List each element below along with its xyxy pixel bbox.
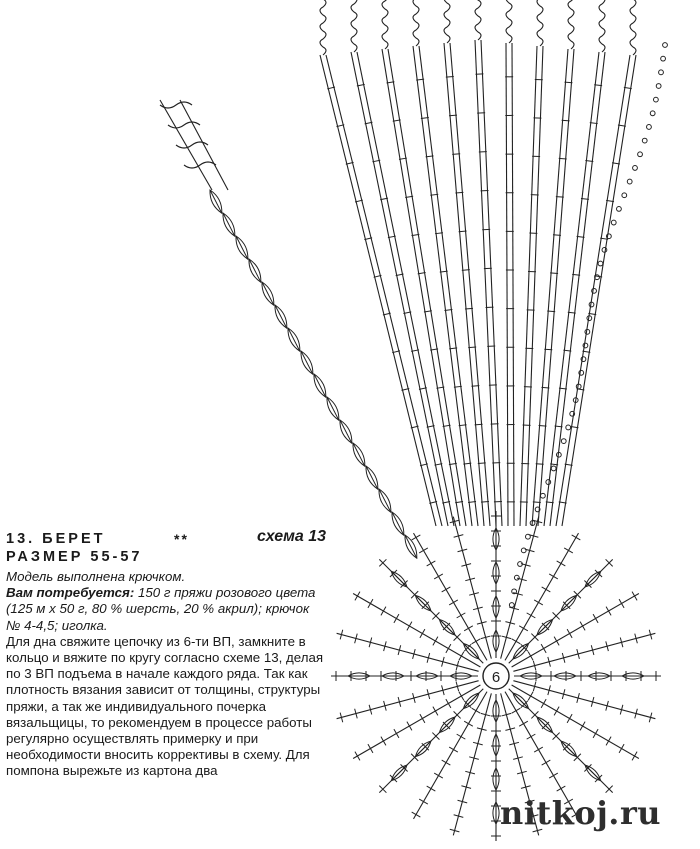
chain-stitch-dot bbox=[638, 152, 643, 157]
chain-stitch-dot bbox=[611, 220, 616, 225]
chain-stitch-dot bbox=[521, 548, 526, 553]
chain-stitch-dot bbox=[647, 125, 652, 130]
chain-stitch-dot bbox=[598, 261, 603, 266]
site-watermark: nitkoj.ru bbox=[500, 794, 662, 832]
chain-stitch-dot bbox=[509, 603, 514, 608]
chain-stitch-dot bbox=[561, 439, 566, 444]
chain-stitch-dot bbox=[650, 111, 655, 116]
instructions-text: Для дна свяжите цепочку из 6-ти ВП, замкните в кольцо и вяжите по кругу согласно схеме 13, делая по 3 ВП подъема в начале каждого ряда. Так как плотность вязания зависит от толщины, структуры пряжи, а так же индивидуального почерка вязальщицы, то рекомендуем в процессе работы регулярно осуществлять примерку и при необходимости вносить коррективы в схему. Для помпона вырежьте из картона два bbox=[6, 633, 324, 779]
chain-stitch-dot bbox=[602, 247, 607, 252]
materials-label: Вам потребуется: bbox=[6, 585, 135, 601]
size-line: РАЗМЕР 55-57 bbox=[6, 549, 143, 565]
chain-stitch-dot bbox=[617, 207, 622, 212]
chain-stitch-dot bbox=[663, 43, 668, 48]
intro-text: Модель выполнена крючком. bbox=[6, 569, 186, 584]
difficulty-stars: ** bbox=[174, 531, 189, 547]
fan-column bbox=[320, 55, 436, 526]
chain-stitch-dot bbox=[653, 97, 658, 102]
chain-stitch-dot bbox=[592, 288, 597, 293]
materials-text: 150 г пряжи розового цвета (125 м х 50 г, 80 % шерсть, 20 % акрил); крючок № 4-4,5; иголка. bbox=[6, 585, 316, 633]
article-title: 13. БЕРЕТ bbox=[6, 531, 106, 547]
chain-stitch-dot bbox=[627, 179, 632, 184]
chain-stitch-dot bbox=[551, 466, 556, 471]
center-ring-label: 6 bbox=[491, 669, 501, 686]
chain-stitch-dot bbox=[566, 425, 571, 430]
chain-stitch-dot bbox=[546, 480, 551, 485]
chain-stitch-dot bbox=[622, 193, 627, 198]
fan-column bbox=[351, 52, 448, 526]
chain-stitch-dot bbox=[583, 343, 588, 348]
chain-stitch-dot bbox=[540, 493, 545, 498]
chain-stitch-dot bbox=[526, 534, 531, 539]
scheme-label: схема 13 bbox=[257, 528, 327, 545]
chain-stitch-dot bbox=[585, 329, 590, 334]
chain-stitch-dot bbox=[514, 575, 519, 580]
materials-paragraph bbox=[6, 585, 324, 634]
article-text bbox=[6, 569, 324, 780]
chain-stitch-dot bbox=[661, 56, 666, 61]
chain-stitch-dot bbox=[642, 138, 647, 143]
chain-stitch-dot bbox=[633, 166, 638, 171]
chain-stitch-dot bbox=[656, 84, 661, 89]
chain-stitch-dot bbox=[659, 70, 664, 75]
